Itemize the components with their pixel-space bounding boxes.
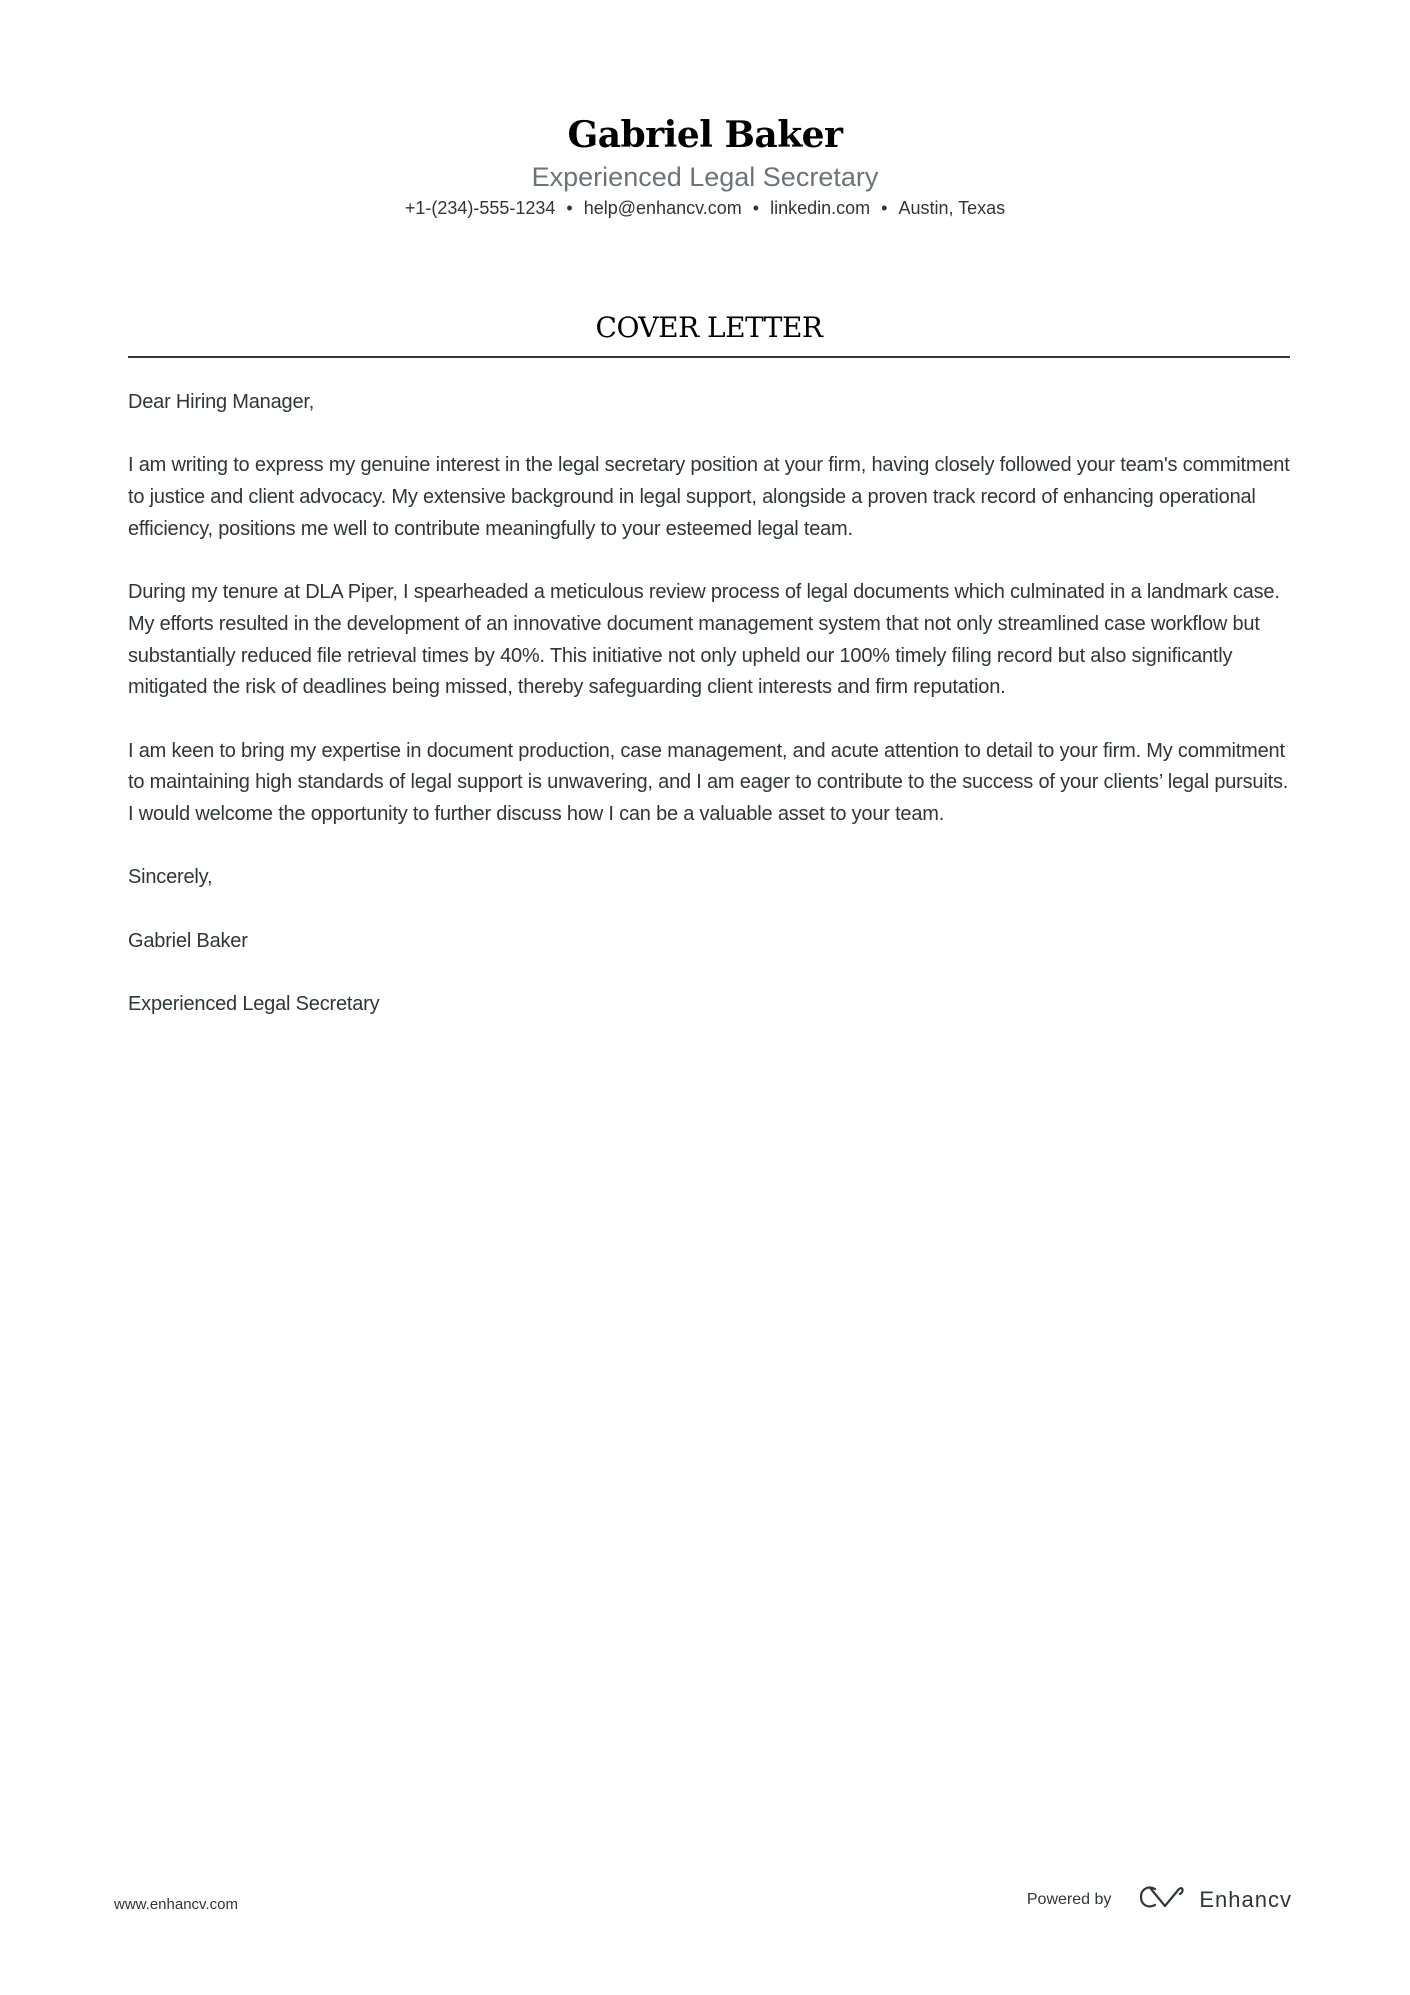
phone: +1-(234)-555-1234 bbox=[404, 198, 556, 218]
resume-header bbox=[0, 112, 1410, 220]
section-divider bbox=[128, 356, 1290, 358]
signature-name: Gabriel Baker bbox=[128, 929, 248, 952]
separator-dot: • bbox=[881, 198, 888, 218]
brand-name: Enhancv bbox=[1199, 1886, 1292, 1912]
powered-by-label: Powered by bbox=[1026, 1890, 1112, 1908]
email[interactable]: help@enhancv.com bbox=[583, 198, 742, 218]
paragraph: I am keen to bring my expertise in document production, case management, and acute attention to detail to your firm. My commitment to maintaining high standards of legal support is unwavering, and I am eager to contribute to the success of your clients’ legal pursuits. I would welcome the opportunity to further discuss how I can be a valuable asset to your team. bbox=[128, 739, 1289, 826]
separator-dot: • bbox=[566, 198, 573, 218]
contact-info bbox=[0, 196, 1410, 220]
applicant-name: Gabriel Baker bbox=[567, 114, 843, 156]
signature-title: Experienced Legal Secretary bbox=[128, 993, 380, 1016]
letter-body bbox=[128, 387, 1290, 1053]
location: Austin, Texas bbox=[898, 198, 1006, 218]
paragraph: I am writing to express my genuine interest in the legal secretary position at your firm, having closely followed your team's commitment to justice and client advocacy. My extensive background in legal support, alongside a proven track record of enhancing operational efficiency, positions me well to contribute meaningfully to your esteemed legal team. bbox=[128, 454, 1290, 540]
website-link[interactable]: www.enhancv.com bbox=[114, 1896, 238, 1913]
cover-letter-section bbox=[128, 308, 1290, 358]
greeting: Dear Hiring Manager, bbox=[128, 391, 315, 413]
paragraph: During my tenure at DLA Piper, I spearheaded a meticulous review process of legal documents which culminated in a landmark case. My efforts resulted in the development of an innovative document management system that not only streamlined case workflow but substantially reduced file retrieval times by 40%. This initiative not only upheld our 100% timely filing record but also significantly mitigated the risk of deadlines being missed, thereby safeguarding client interests and firm reputation. bbox=[128, 581, 1280, 699]
linkedin[interactable]: linkedin.com bbox=[770, 198, 871, 218]
closing: Sincerely, bbox=[128, 866, 213, 889]
powered-by[interactable] bbox=[1027, 1884, 1292, 1915]
separator-dot: • bbox=[752, 198, 760, 218]
applicant-title: Experienced Legal Secretary bbox=[531, 162, 879, 192]
enhancv-logo-icon bbox=[1139, 1884, 1185, 1915]
section-title: COVER LETTER bbox=[595, 311, 823, 344]
